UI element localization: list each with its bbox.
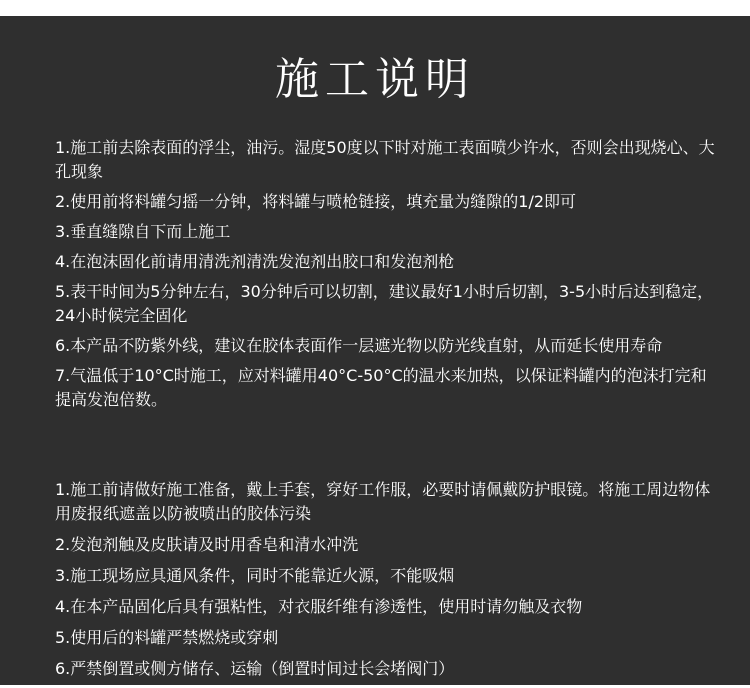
safety-note: 2.发泡剂触及皮肤请及时用香皂和清水冲洗 xyxy=(55,535,359,554)
construction-step: 1.施工前去除表面的浮尘，油污。湿度50度以下时对施工表面喷少许水，否则会出现烧心、大孔现象 xyxy=(55,138,715,181)
construction-step: 6.本产品不防紫外线，建议在胶体表面作一层遮光物以防光线直射，从而延长使用寿命 xyxy=(55,336,663,355)
page-title: 施工说明 xyxy=(275,54,475,105)
safety-note: 3.施工现场应具通风条件，同时不能靠近火源，不能吸烟 xyxy=(55,566,455,585)
construction-steps xyxy=(55,136,715,418)
construction-step: 3.垂直缝隙自下而上施工 xyxy=(55,222,231,241)
safety-note: 5.使用后的料罐严禁燃烧或穿刺 xyxy=(55,628,279,647)
construction-step: 2.使用前将料罐匀摇一分钟，将料罐与喷枪链接，填充量为缝隙的1/2即可 xyxy=(55,192,577,211)
construction-step: 7.气温低于10°C时施工，应对料罐用40°C-50°C的温水来加热，以保证料罐内的泡沫打完和提高发泡倍数。 xyxy=(55,366,707,409)
safety-note: 6.严禁倒置或侧方储存、运输（倒置时间过长会堵阀门） xyxy=(55,659,455,678)
construction-step: 4.在泡沫固化前请用清洗剂清洗发泡剂出胶口和发泡剂枪 xyxy=(55,252,455,271)
safety-notes xyxy=(55,478,715,688)
safety-note: 1.施工前请做好施工准备，戴上手套，穿好工作服，必要时请佩戴防护眼镜。将施工周边物体用废报纸遮盖以防被喷出的胶体污染 xyxy=(55,480,711,523)
safety-note: 4.在本产品固化后具有强粘性，对衣服纤维有渗透性，使用时请勿触及衣物 xyxy=(55,597,583,616)
instructions-panel xyxy=(0,16,750,685)
construction-step: 5.表干时间为5分钟左右，30分钟后可以切割，建议最好1小时后切割，3-5小时后达到稳定，24小时候完全固化 xyxy=(55,282,714,325)
